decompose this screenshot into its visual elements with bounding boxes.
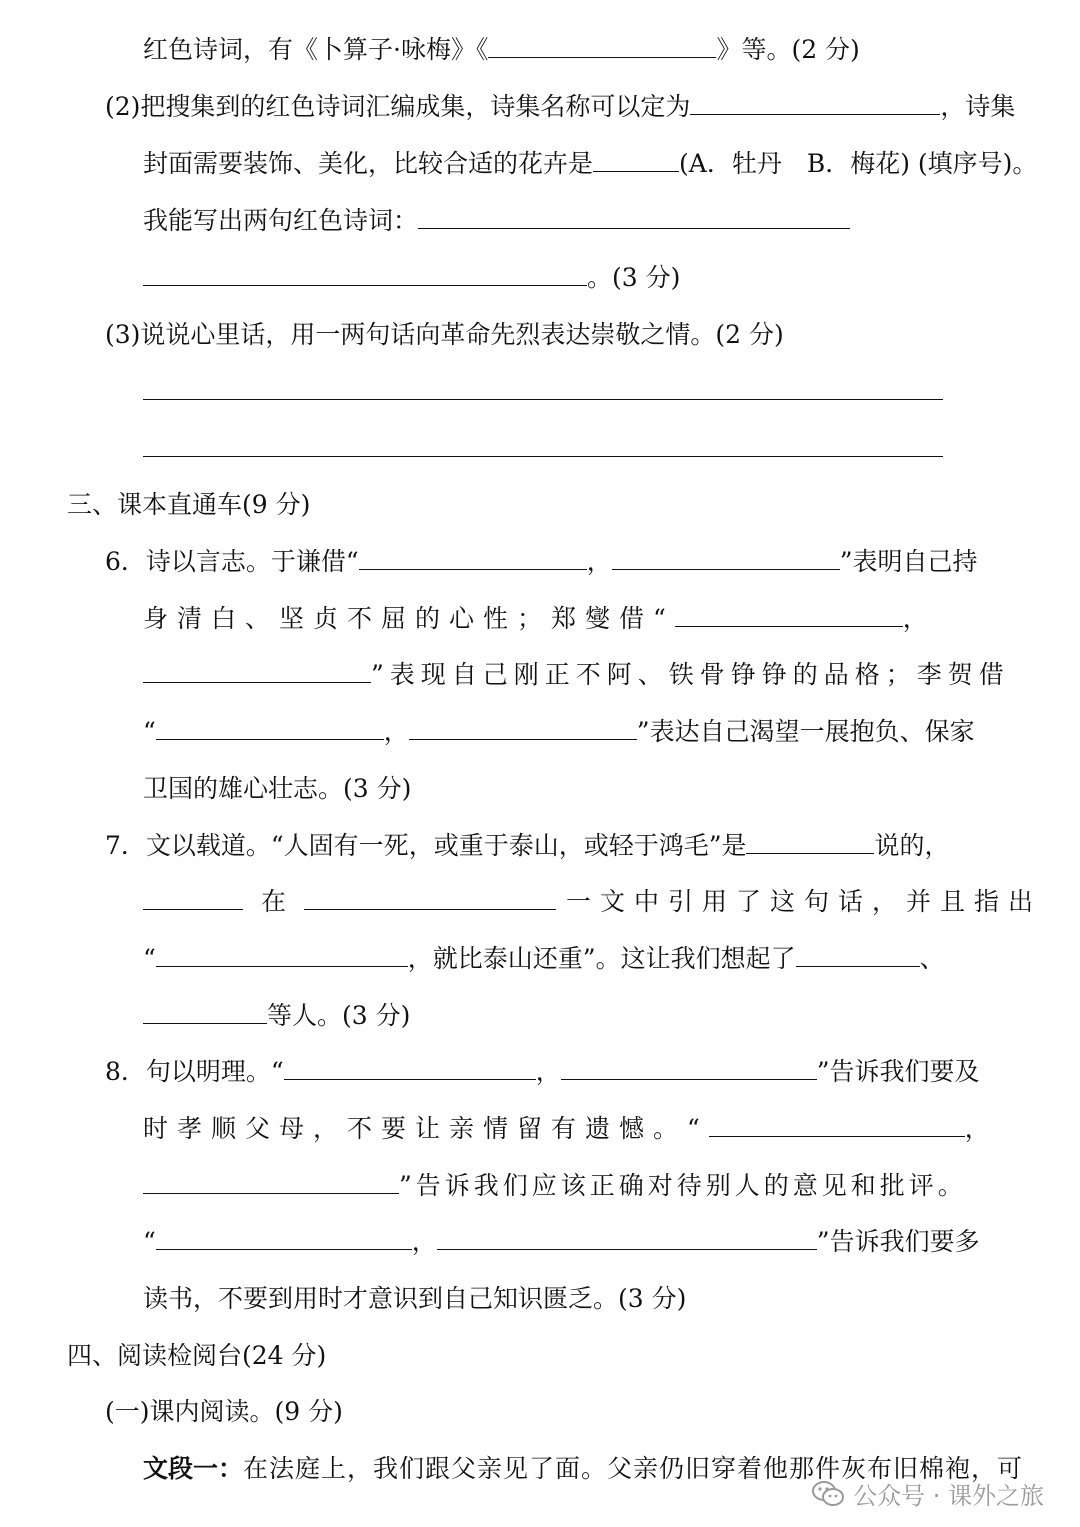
answer-blank[interactable] — [143, 375, 943, 400]
q6-line-3: ”表现自己刚正不阿、铁骨铮铮的品格；李贺借 — [143, 658, 1010, 692]
wechat-icon — [811, 1480, 845, 1508]
q8-line-4: “ ， ”告诉我们要多 — [143, 1227, 980, 1256]
answer-blank[interactable] — [709, 1112, 965, 1137]
q8-line-3: ”告诉我们应该正确对待别人的意见和批评。 — [143, 1169, 967, 1203]
line-q3-prompt: (3)说说心里话，用一两句话向革命先烈表达崇敬之情。(2 分) — [105, 320, 784, 349]
passage-1-line: 文段一：在法庭上，我们跟父亲见了面。父亲仍旧穿着他那件灰布旧棉袍，可 — [143, 1454, 1024, 1483]
q6-line-5: 卫国的雄心壮志。(3 分) — [143, 774, 412, 803]
section-4-sub-heading: (一)课内阅读。(9 分) — [105, 1397, 343, 1426]
answer-blank[interactable] — [143, 261, 587, 286]
q6-line-1: 6．诗以言志。于谦借“ ， ”表明自己持 — [105, 547, 978, 576]
q8-line-2: 时孝顺父母，不要让亲情留有遗憾。“ ， — [143, 1114, 999, 1143]
section-4-heading: 四、阅读检阅台(24 分) — [67, 1341, 327, 1370]
watermark-text: 公众号 · 课外之旅 — [853, 1482, 1044, 1510]
answer-blank[interactable] — [409, 715, 637, 740]
q6-line-4: “ ， ”表达自己渴望一展抱负、保家 — [143, 717, 975, 746]
line-q2-poem-lines-end: 。(3 分) — [143, 261, 680, 295]
line-q2-collection-name: (2)把搜集到的红色诗词汇编成集，诗集名称可以定为 ，诗集 — [105, 92, 1016, 121]
line-q2-flower: 封面需要装饰、美化，比较合适的花卉是 (A．牡丹 B．梅花) (填序号)。 — [143, 149, 1038, 178]
passage-label: 文段一： — [143, 1454, 244, 1483]
answer-blank[interactable] — [593, 147, 679, 172]
answer-blank[interactable] — [156, 942, 408, 967]
answer-blank[interactable] — [156, 1225, 412, 1250]
q7-line-4: 等人。(3 分) — [143, 999, 410, 1033]
section-3-heading: 三、课本直通车(9 分) — [67, 490, 311, 519]
answer-blank[interactable] — [143, 1169, 399, 1194]
answer-blank[interactable] — [675, 602, 903, 627]
watermark — [811, 1476, 1044, 1511]
answer-blank[interactable] — [437, 1225, 817, 1250]
line-q2-poem-lines: 我能写出两句红色诗词： — [143, 204, 850, 238]
q6-line-2: 身清白、坚贞不屈的心性；郑燮借“ ， — [143, 604, 937, 633]
q8-line-1: 8．句以明理。“ ， ”告诉我们要及 — [105, 1057, 980, 1086]
answer-blank[interactable] — [359, 545, 587, 570]
q8-line-5: 读书，不要到用时才意识到自己知识匮乏。(3 分) — [143, 1284, 687, 1313]
answer-blank[interactable] — [156, 715, 384, 740]
answer-blank[interactable] — [304, 885, 556, 910]
answer-blank[interactable] — [143, 432, 943, 457]
answer-blank[interactable] — [746, 829, 874, 854]
answer-blank[interactable] — [488, 33, 716, 58]
answer-blank[interactable] — [143, 885, 243, 910]
answer-line-2[interactable] — [143, 432, 943, 466]
answer-blank[interactable] — [284, 1055, 536, 1080]
answer-blank[interactable] — [418, 204, 850, 229]
q7-line-1: 7．文以载道。“人固有一死，或重于泰山，或轻于鸿毛”是 说的， — [105, 831, 950, 860]
answer-blank[interactable] — [561, 1055, 817, 1080]
answer-blank[interactable] — [143, 658, 371, 683]
q7-line-3: “ ，就比泰山还重”。这让我们想起了 、 — [143, 944, 945, 973]
answer-blank[interactable] — [612, 545, 840, 570]
answer-blank[interactable] — [796, 942, 920, 967]
answer-blank[interactable] — [143, 999, 267, 1024]
line-poem-titles: 红色诗词，有《卜算子·咏梅》《 》等。(2 分) — [143, 35, 860, 64]
q7-line-2: 在 一文中引用了这句话，并且指出 — [143, 885, 1042, 919]
answer-line-1[interactable] — [143, 375, 943, 409]
answer-blank[interactable] — [690, 90, 940, 115]
